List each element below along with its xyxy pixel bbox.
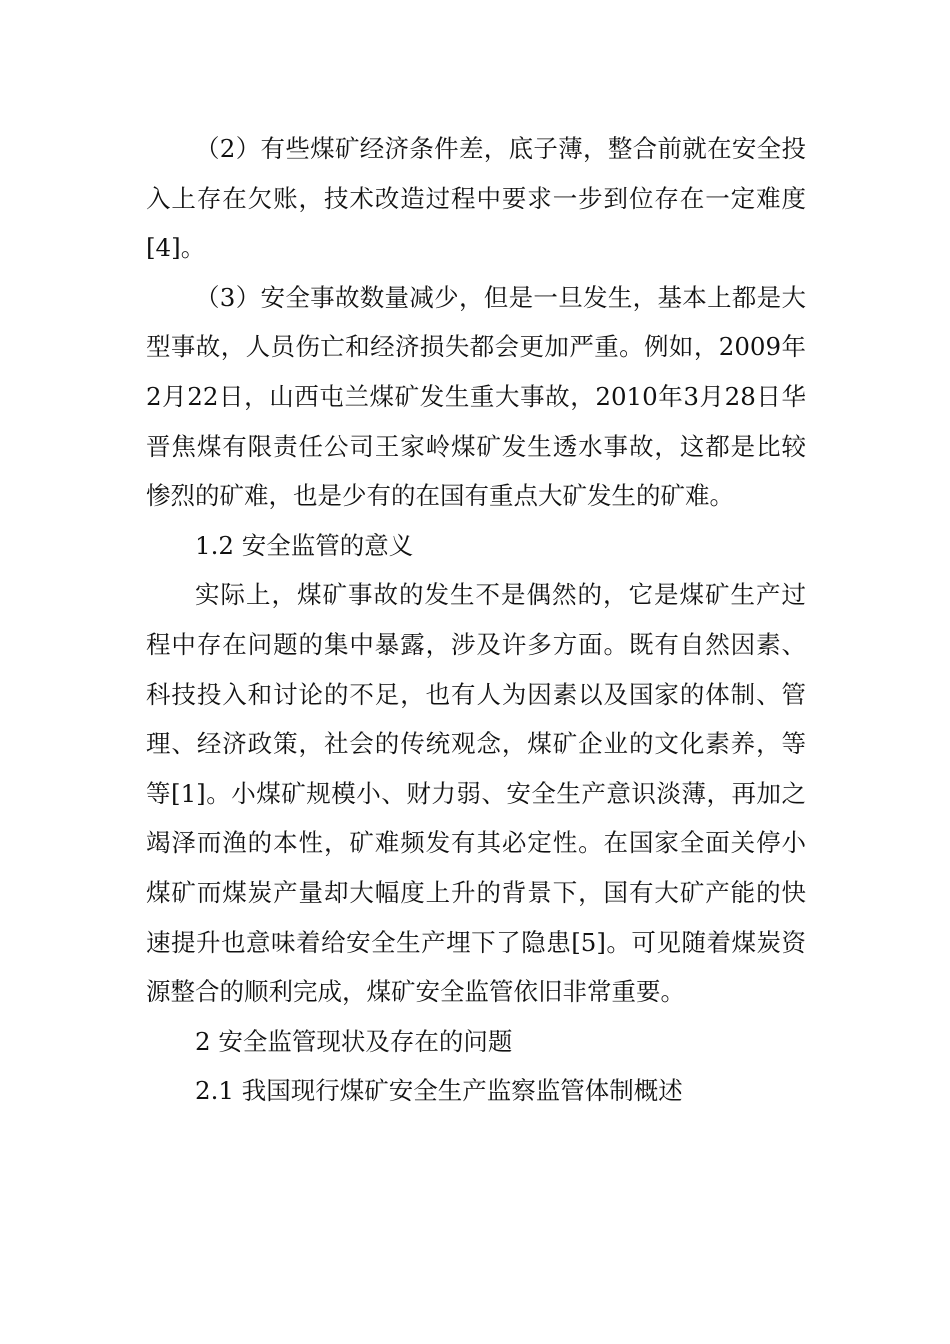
- section-heading-2-1: 2.1 我国现行煤矿安全生产监察监管体制概述: [195, 1076, 683, 1106]
- paragraph-investment-deficit: （2）有些煤矿经济条件差，底子薄，整合前就在安全投入上存在欠账，技术改造过程中要求一步到位存在一定难度[4]。: [146, 134, 806, 263]
- section-heading-1-2: 1.2 安全监管的意义: [195, 530, 414, 560]
- section-heading-2: 2 安全监管现状及存在的问题: [195, 1026, 513, 1056]
- paragraph-accident-severity: （3）安全事故数量减少，但是一旦发生，基本上都是大型事故，人员伤亡和经济损失都会更加严重。例如，2009年2月22日，山西屯兰煤矿发生重大事故，2010年3月28日华晋焦煤有限责任公司王家岭煤矿发生透水事故，这都是比较惨烈的矿难，也是少有的在国有重点大矿发生的矿难。: [146, 282, 806, 511]
- paragraph-supervision-significance: 实际上，煤矿事故的发生不是偶然的，它是煤矿生产过程中存在问题的集中暴露，涉及许多方面。既有自然因素、科技投入和讨论的不足，也有人为因素以及国家的体制、管理、经济政策，社会的传统观念，煤矿企业的文化素养，等等[1]。小煤矿规模小、财力弱、安全生产意识淡薄，再加之竭泽而渔的本性，矿难频发有其必定性。在国家全面关停小煤矿而煤炭产量却大幅度上升的背景下，国有大矿产能的快速提升也意味着给安全生产埋下了隐患[5]。可见随着煤炭资源整合的顺利完成，煤矿安全监管依旧非常重要。: [146, 580, 806, 1007]
- document-page: [146, 124, 806, 1116]
